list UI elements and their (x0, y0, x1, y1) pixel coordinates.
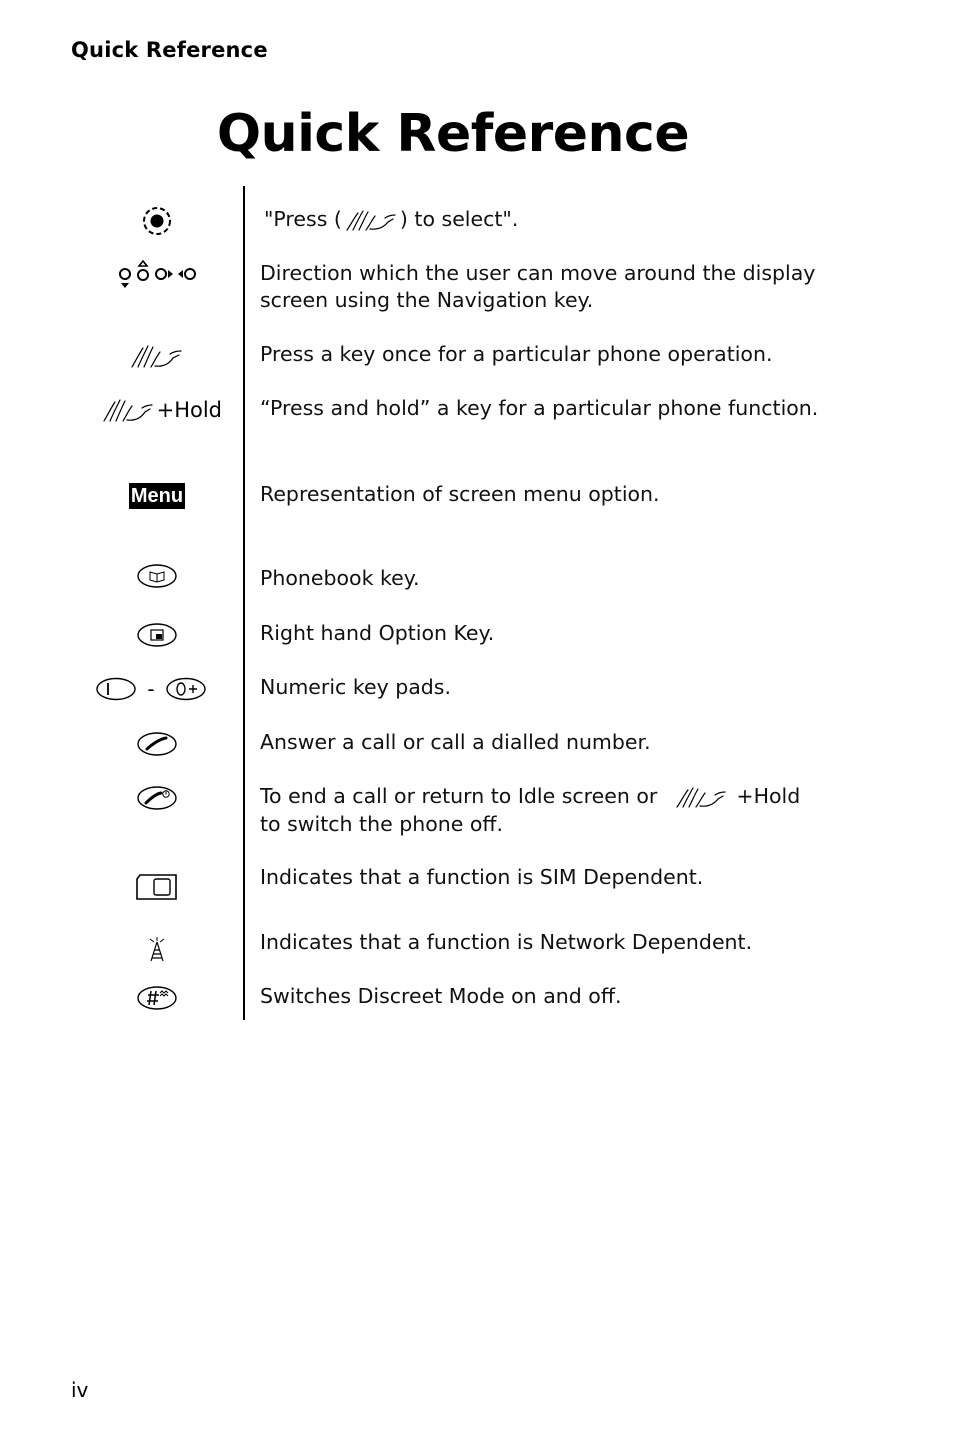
press-hand-icon (101, 395, 155, 425)
numeric-keys-icon (86, 674, 216, 704)
key-one-icon (95, 676, 137, 702)
navigation-arrows-icon (70, 260, 244, 290)
reference-desc: Press a key once for a particular phone operation. (260, 342, 773, 366)
press-hand-icon (70, 341, 244, 371)
reference-desc (264, 206, 824, 234)
press-hand-icon (674, 783, 728, 811)
network-antenna-icon (70, 933, 244, 963)
desc-line-2: to switch the phone off. (260, 812, 504, 836)
option-key-icon (70, 620, 244, 650)
page-title: Quick Reference (216, 104, 690, 164)
reference-desc: Phonebook key. (260, 566, 420, 590)
desc-prefix: To end a call or return to Idle screen or (260, 784, 658, 808)
menu-symbol (70, 481, 244, 511)
reference-desc: Numeric key pads. (260, 675, 452, 699)
menu-chip: Menu (130, 485, 184, 507)
hold-label: +Hold (736, 784, 801, 808)
reference-desc: Indicates that a function is Network Dependent. (260, 930, 753, 954)
reference-desc: Right hand Option Key. (260, 621, 495, 645)
press-hold-symbol (70, 395, 244, 425)
desc-suffix: ) to select". (399, 207, 519, 231)
sim-card-icon (70, 872, 244, 902)
phonebook-key-icon (70, 561, 244, 591)
press-hand-icon (344, 206, 398, 234)
reference-desc: Direction which the user can move around the display screen using the Navigation key. (260, 261, 816, 312)
page-number: iv (71, 1378, 89, 1402)
key-zero-plus-icon (165, 676, 207, 702)
discreet-mode-key-icon (70, 983, 244, 1013)
reference-desc: Switches Discreet Mode on and off. (260, 984, 622, 1008)
range-separator: - (147, 677, 155, 701)
hold-label: +Hold (156, 398, 222, 422)
select-key-icon (70, 206, 244, 236)
answer-call-icon (70, 729, 244, 759)
reference-desc: “Press and hold” a key for a particular phone function. (260, 396, 819, 420)
reference-desc: Answer a call or call a dialled number. (260, 730, 651, 754)
end-call-icon (70, 783, 244, 813)
reference-desc: Indicates that a function is SIM Dependent. (260, 865, 704, 889)
running-head: Quick Reference (71, 38, 268, 62)
reference-desc (260, 783, 820, 838)
reference-desc: Representation of screen menu option. (260, 482, 660, 506)
desc-prefix: "Press ( (264, 207, 342, 231)
